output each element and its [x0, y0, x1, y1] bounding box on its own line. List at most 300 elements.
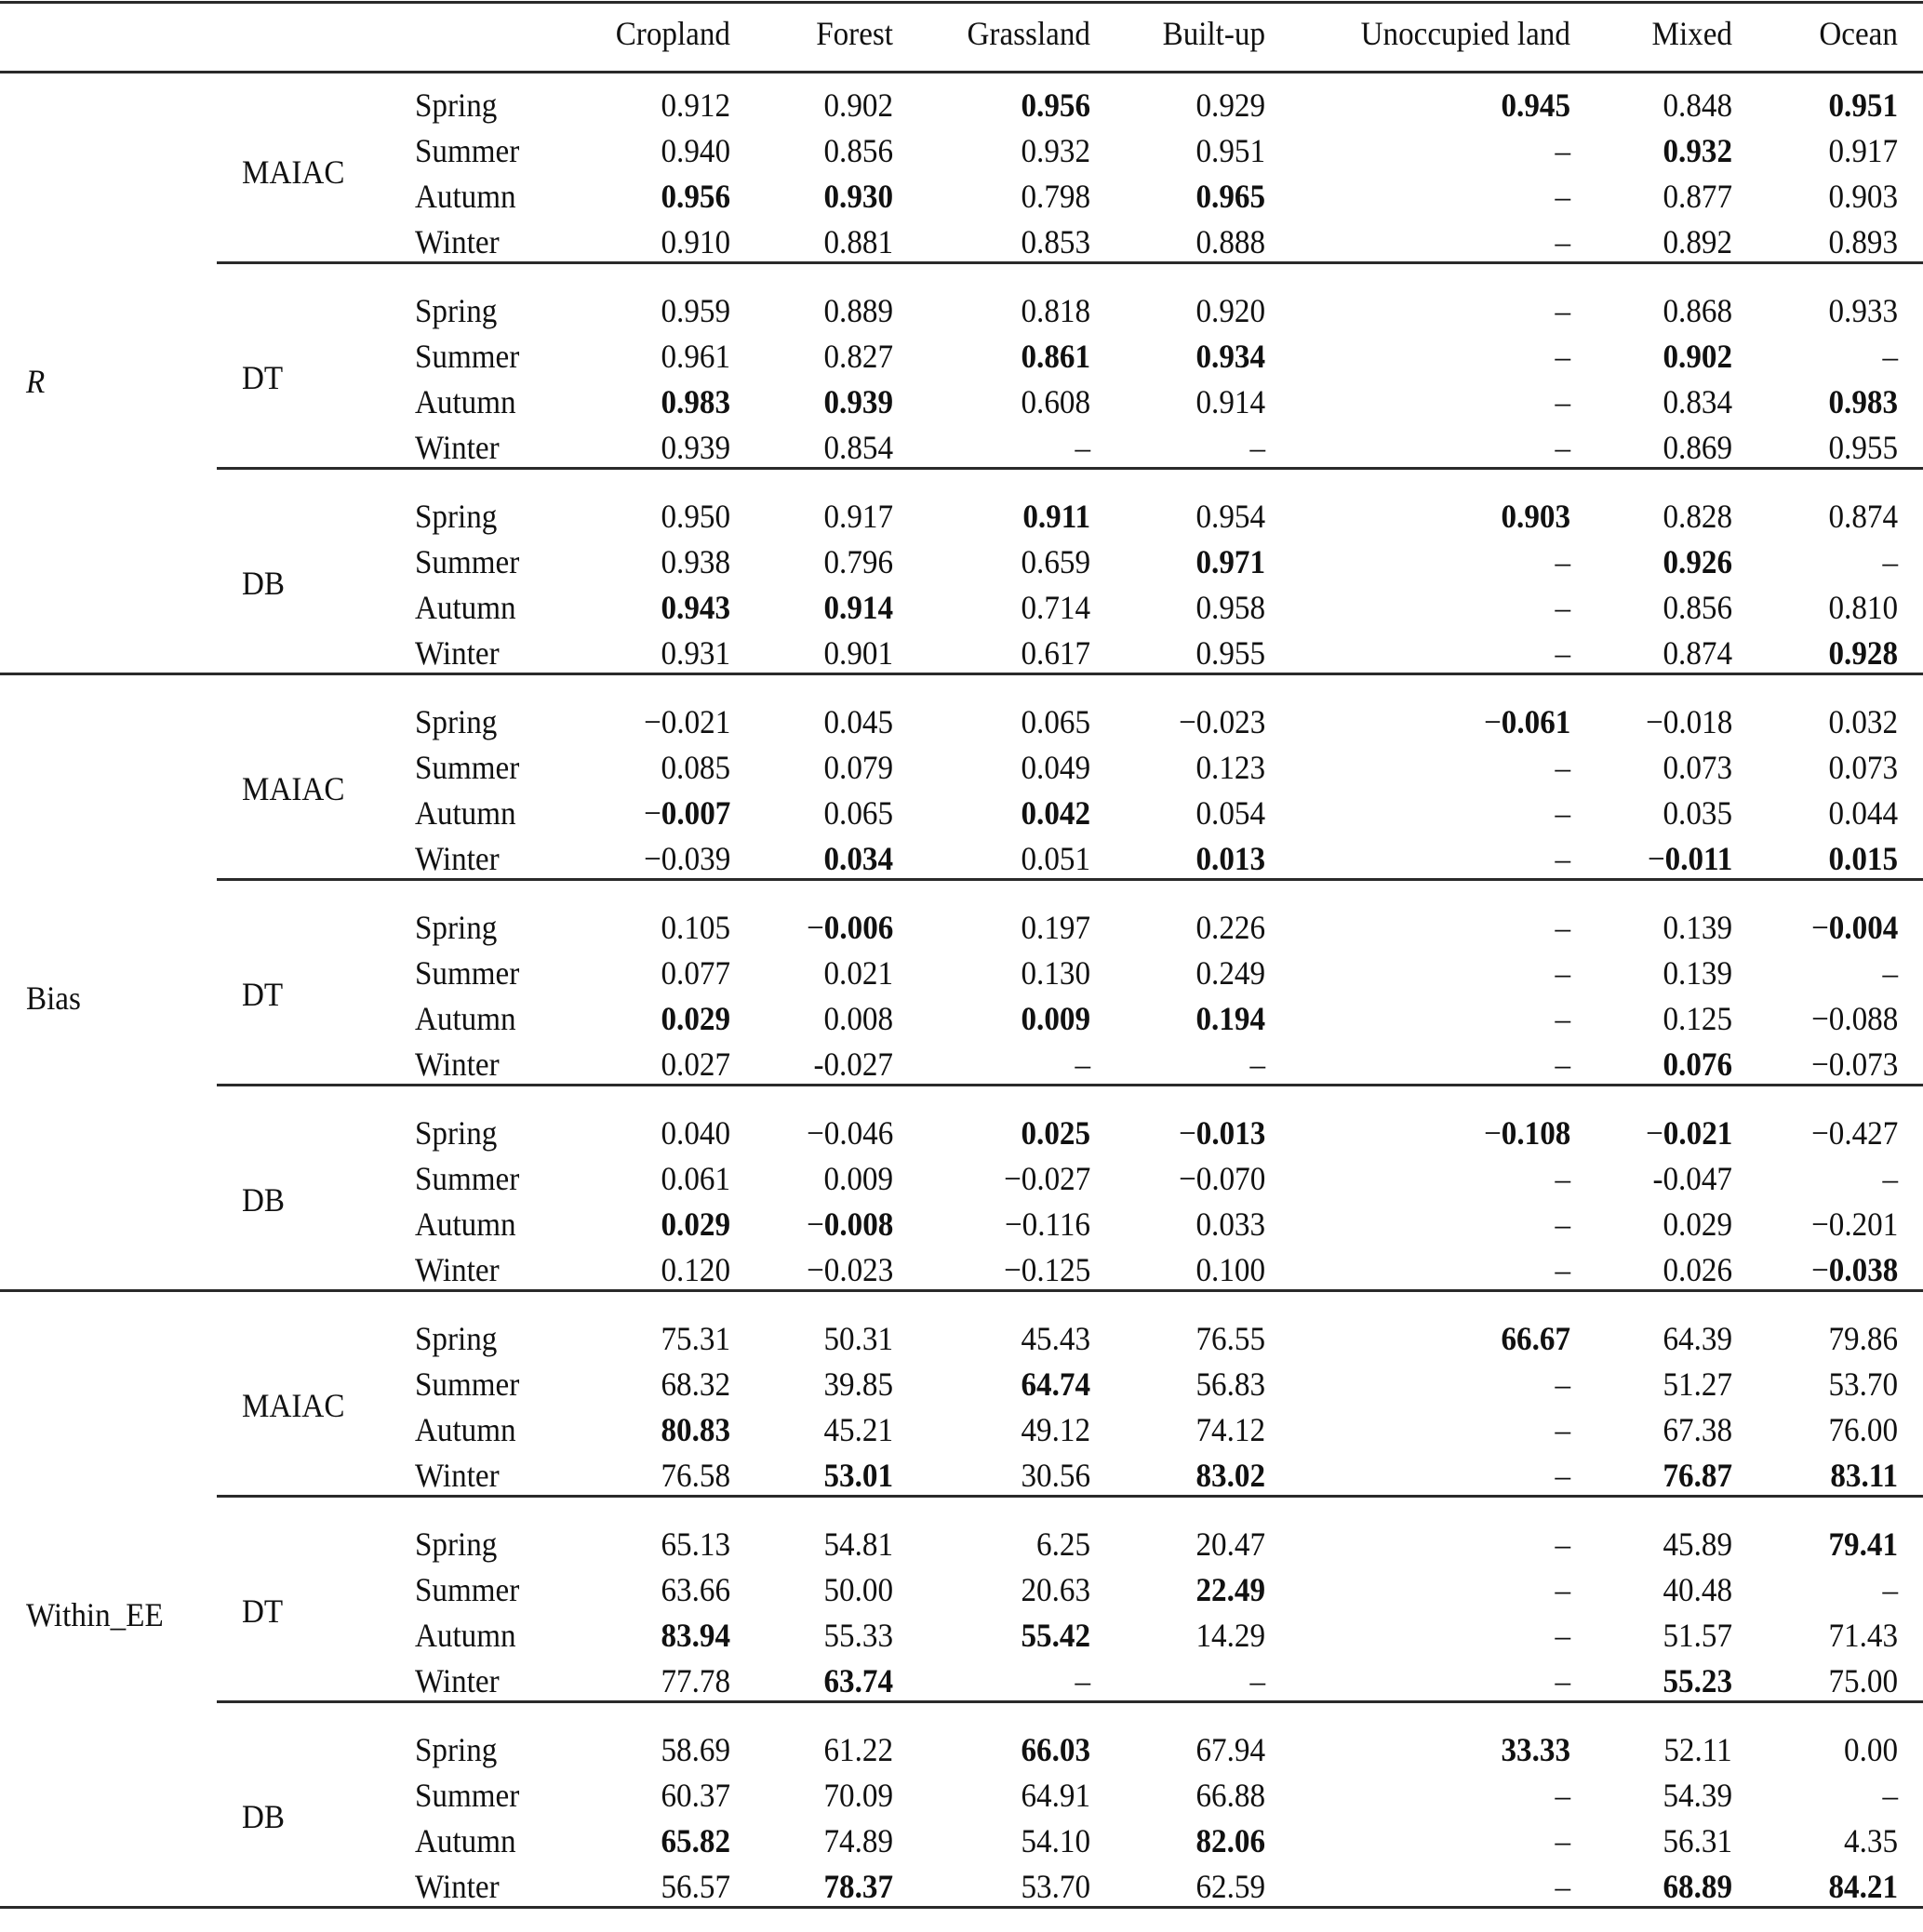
season-label: Summer [415, 132, 520, 169]
season-label: Spring [415, 909, 498, 946]
table-cell-cropland: 0.939 [661, 429, 730, 466]
table-cell-grassland [1021, 1731, 1090, 1768]
algorithm-label-dt: DT [242, 358, 284, 396]
column-header-built-up: Built-up [1162, 15, 1265, 52]
table-cell-forest: 70.09 [823, 1777, 893, 1814]
table-cell-mixed [1663, 1457, 1732, 1494]
table-cell-mixed: 52.11 [1663, 1731, 1732, 1768]
table-cell-built-up: 0.888 [1195, 223, 1265, 260]
bold-value: 66.67 [1501, 1320, 1570, 1357]
bold-value: 0.194 [1195, 1000, 1265, 1037]
table-cell-grassland: −0.125 [1003, 1251, 1090, 1288]
algorithm-label-dt: DT [242, 1592, 284, 1630]
bold-value: 0.004 [1828, 909, 1898, 946]
bold-value: 0.006 [823, 909, 893, 946]
algorithm-separator-rule [217, 1495, 1923, 1498]
table-cell-cropland: 0.040 [661, 1114, 730, 1152]
bold-value: 0.861 [1021, 338, 1090, 375]
table-cell-mixed: 64.39 [1663, 1320, 1732, 1357]
table-cell-grassland: – [1075, 1662, 1090, 1699]
table-cell-ocean: 0.073 [1828, 749, 1898, 786]
table-cell-grassland [1021, 1617, 1090, 1654]
table-cell-ocean [1828, 634, 1898, 672]
bold-value: 0.934 [1195, 338, 1265, 375]
season-label: Summer [415, 338, 520, 375]
table-cell-mixed: 54.39 [1663, 1777, 1732, 1814]
table-cell-forest: 61.22 [823, 1731, 893, 1768]
bold-value: 0.029 [661, 1000, 730, 1037]
algorithm-label-db: DB [242, 564, 286, 602]
table-cell-cropland: 0.077 [661, 954, 730, 992]
table-cell-built-up: 0.033 [1195, 1206, 1265, 1243]
table-cell-ocean: 0.903 [1828, 178, 1898, 215]
table-cell-grassland: 0.049 [1021, 749, 1090, 786]
season-label: Spring [415, 292, 498, 329]
table-cell-forest: 0.854 [823, 429, 893, 466]
table-cell-built-up: 0.226 [1195, 909, 1265, 946]
table-cell-forest: 0.902 [823, 87, 893, 124]
season-label: Autumn [415, 1411, 516, 1448]
table-cell-forest [807, 909, 893, 946]
table-cell-ocean [1828, 840, 1898, 877]
minus-sign: − [1647, 840, 1665, 877]
bold-value: 0.983 [661, 383, 730, 420]
table-cell-cropland: 0.085 [661, 749, 730, 786]
table-cell-grassland [1021, 1366, 1090, 1403]
table-cell-forest [823, 1662, 893, 1699]
bold-value: 0.038 [1828, 1251, 1898, 1288]
table-cell-built-up: 0.929 [1195, 87, 1265, 124]
table-cell-cropland: 77.78 [661, 1662, 730, 1699]
season-label: Winter [415, 1457, 500, 1494]
metric-label-r: R [26, 363, 46, 400]
season-label: Summer [415, 1160, 520, 1197]
table-cell-ocean [1830, 1457, 1898, 1494]
table-cell-cropland: 0.027 [661, 1046, 730, 1083]
bold-value: 22.49 [1195, 1571, 1265, 1608]
table-cell-ocean [1828, 1526, 1898, 1563]
table-cell-cropland: 0.912 [661, 87, 730, 124]
table-cell-mixed: 0.035 [1663, 794, 1732, 832]
table-cell-unoccupied-land: – [1555, 1617, 1570, 1654]
table-cell-ocean: – [1882, 338, 1898, 375]
algorithm-separator-rule [217, 467, 1923, 470]
table-cell-built-up [1195, 1000, 1265, 1037]
bold-value: 0.008 [823, 1206, 893, 1243]
table-cell-ocean [1828, 87, 1898, 124]
table-cell-cropland: 56.57 [661, 1868, 730, 1905]
bold-value: 68.89 [1663, 1868, 1732, 1905]
header-rule [0, 71, 1923, 73]
algorithm-label-maiac: MAIAC [242, 1386, 345, 1424]
table-cell-unoccupied-land: – [1555, 132, 1570, 169]
table-cell-unoccupied-land: – [1555, 1662, 1570, 1699]
table-cell-forest: 0.045 [823, 703, 893, 740]
table-cell-grassland [1021, 794, 1090, 832]
table-cell-mixed [1663, 1868, 1732, 1905]
table-cell-forest: 0.901 [823, 634, 893, 672]
table-cell-mixed: -0.047 [1652, 1160, 1732, 1197]
minus-sign: − [1483, 1114, 1502, 1152]
season-label: Summer [415, 1571, 520, 1608]
table-cell-built-up [1195, 543, 1265, 580]
table-cell-built-up: 0.951 [1195, 132, 1265, 169]
table-cell-built-up: 56.83 [1195, 1366, 1265, 1403]
table-cell-mixed: 0.139 [1663, 954, 1732, 992]
table-cell-mixed: 51.57 [1663, 1617, 1732, 1654]
table-cell-cropland [661, 1206, 730, 1243]
table-cell-grassland: 0.608 [1021, 383, 1090, 420]
table-cell-unoccupied-land: – [1555, 1822, 1570, 1859]
minus-sign: − [806, 909, 824, 946]
table-cell-grassland: 30.56 [1021, 1457, 1090, 1494]
table-cell-unoccupied-land: – [1555, 1366, 1570, 1403]
table-cell-unoccupied-land: – [1555, 1777, 1570, 1814]
table-cell-grassland: – [1075, 429, 1090, 466]
algorithm-separator-rule [217, 261, 1923, 264]
table-cell-grassland: −0.027 [1003, 1160, 1090, 1197]
table-cell-cropland: −0.021 [643, 703, 730, 740]
bold-value: 0.914 [823, 589, 893, 626]
table-cell-ocean: 0.955 [1828, 429, 1898, 466]
table-cell-forest [823, 589, 893, 626]
table-cell-unoccupied-land: – [1555, 1411, 1570, 1448]
table-cell-built-up: 74.12 [1195, 1411, 1265, 1448]
bold-value: 0.956 [661, 178, 730, 215]
bold-value: 84.21 [1828, 1868, 1898, 1905]
season-label: Spring [415, 498, 498, 535]
table-cell-grassland: 0.818 [1021, 292, 1090, 329]
table-cell-forest: 0.881 [823, 223, 893, 260]
table-cell-unoccupied-land: – [1555, 1000, 1570, 1037]
table-cell-ocean: 0.933 [1828, 292, 1898, 329]
algorithm-label-dt: DT [242, 975, 284, 1013]
table-cell-mixed: 0.029 [1663, 1206, 1732, 1243]
bold-value: 0.903 [1501, 498, 1570, 535]
table-cell-grassland: 0.798 [1021, 178, 1090, 215]
table-cell-built-up: 0.920 [1195, 292, 1265, 329]
table-cell-ocean: −0.201 [1810, 1206, 1898, 1243]
season-label: Winter [415, 223, 500, 260]
metric-separator-rule [0, 1289, 1923, 1292]
table-cell-built-up: – [1249, 1662, 1265, 1699]
table-cell-mixed: 0.073 [1663, 749, 1732, 786]
table-cell-mixed: 0.125 [1663, 1000, 1732, 1037]
table-cell-built-up: 0.100 [1195, 1251, 1265, 1288]
table-cell-mixed: 0.892 [1663, 223, 1732, 260]
table-cell-built-up: 0.054 [1195, 794, 1265, 832]
column-header-mixed: Mixed [1651, 15, 1732, 52]
season-label: Spring [415, 87, 498, 124]
table-cell-forest: 45.21 [823, 1411, 893, 1448]
table-cell-unoccupied-land: – [1555, 589, 1570, 626]
bold-value: 0.025 [1021, 1114, 1090, 1152]
table-cell-grassland: 49.12 [1021, 1411, 1090, 1448]
table-cell-unoccupied-land: – [1555, 543, 1570, 580]
table-cell-built-up [1195, 338, 1265, 375]
table-cell-unoccupied-land: – [1555, 1046, 1570, 1083]
table-cell-cropland: 63.66 [661, 1571, 730, 1608]
table-cell-mixed: 0.869 [1663, 429, 1732, 466]
bold-value: 0.076 [1663, 1046, 1732, 1083]
season-label: Spring [415, 1731, 498, 1768]
metric-label-bias: Bias [26, 979, 81, 1017]
table-cell-forest [823, 840, 893, 877]
table-cell-grassland: 54.10 [1021, 1822, 1090, 1859]
column-header-cropland: Cropland [615, 15, 730, 52]
bold-value: 0.021 [1663, 1114, 1732, 1152]
table-cell-forest [823, 1868, 893, 1905]
column-header-unoccupied-land: Unoccupied land [1360, 15, 1570, 52]
table-cell-built-up: – [1249, 429, 1265, 466]
table-cell-mixed [1663, 338, 1732, 375]
table-cell-forest [823, 383, 893, 420]
minus-sign: − [1178, 1114, 1196, 1152]
algorithm-label-db: DB [242, 1180, 286, 1219]
table-cell-unoccupied-land: – [1555, 178, 1570, 215]
season-label: Autumn [415, 1617, 516, 1654]
season-label: Summer [415, 749, 520, 786]
table-cell-mixed: 0.874 [1663, 634, 1732, 672]
table-cell-grassland: 0.065 [1021, 703, 1090, 740]
bold-value: 0.061 [1501, 703, 1570, 740]
minus-sign: − [1645, 1114, 1663, 1152]
table-cell-unoccupied-land: – [1555, 223, 1570, 260]
season-label: Summer [415, 1777, 520, 1814]
table-cell-mixed: 67.38 [1663, 1411, 1732, 1448]
table-cell-grassland: 45.43 [1021, 1320, 1090, 1357]
table-cell-forest: −0.023 [806, 1251, 893, 1288]
table-cell-forest: 0.889 [823, 292, 893, 329]
season-label: Summer [415, 954, 520, 992]
algorithm-separator-rule [217, 1084, 1923, 1086]
table-cell-unoccupied-land: – [1555, 1868, 1570, 1905]
table-cell-grassland: −0.116 [1005, 1206, 1090, 1243]
bold-value: 83.94 [661, 1617, 730, 1654]
table-cell-cropland: 0.959 [661, 292, 730, 329]
season-label: Autumn [415, 383, 516, 420]
bold-value: 0.013 [1195, 840, 1265, 877]
table-cell-ocean: 0.810 [1828, 589, 1898, 626]
season-label: Winter [415, 1046, 500, 1083]
table-cell-unoccupied-land: – [1555, 794, 1570, 832]
table-cell-ocean: – [1882, 1571, 1898, 1608]
metric-separator-rule [0, 1906, 1923, 1909]
bold-value: 0.007 [661, 794, 730, 832]
bold-value: 0.945 [1501, 87, 1570, 124]
bold-value: 64.74 [1021, 1366, 1090, 1403]
table-cell-mixed [1663, 1662, 1732, 1699]
table-cell-built-up [1195, 1822, 1265, 1859]
table-cell-built-up: −0.023 [1178, 703, 1265, 740]
table-cell-cropland: 0.910 [661, 223, 730, 260]
table-cell-forest: 54.81 [823, 1526, 893, 1563]
bold-value: 0.926 [1663, 543, 1732, 580]
table-cell-grassland: 0.853 [1021, 223, 1090, 260]
metric-label-within-ee: Within_EE [26, 1596, 164, 1633]
season-label: Spring [415, 1526, 498, 1563]
table-cell-built-up: 0.249 [1195, 954, 1265, 992]
table-cell-unoccupied-land [1501, 1731, 1570, 1768]
table-cell-forest: -0.027 [813, 1046, 893, 1083]
table-cell-mixed: 40.48 [1663, 1571, 1732, 1608]
table-cell-mixed: 0.848 [1663, 87, 1732, 124]
table-cell-ocean: −0.088 [1810, 1000, 1898, 1037]
table-cell-built-up [1195, 178, 1265, 215]
table-cell-built-up: 66.88 [1195, 1777, 1265, 1814]
table-cell-unoccupied-land: – [1555, 383, 1570, 420]
bold-value: 0.939 [823, 383, 893, 420]
table-cell-unoccupied-land [1501, 87, 1570, 124]
table-cell-grassland: 0.932 [1021, 132, 1090, 169]
bold-value: 0.943 [661, 589, 730, 626]
bold-value: 55.23 [1663, 1662, 1732, 1699]
bold-value: 0.011 [1664, 840, 1732, 877]
table-cell-built-up: 76.55 [1195, 1320, 1265, 1357]
bold-value: 0.029 [661, 1206, 730, 1243]
table-cell-ocean: 0.893 [1828, 223, 1898, 260]
table-cell-forest: 0.009 [823, 1160, 893, 1197]
table-cell-forest [823, 178, 893, 215]
table-cell-mixed: 0.856 [1663, 589, 1732, 626]
bold-value: 78.37 [823, 1868, 893, 1905]
table-cell-unoccupied-land: – [1555, 429, 1570, 466]
bold-value: 0.013 [1195, 1114, 1265, 1152]
bold-value: 83.11 [1830, 1457, 1898, 1494]
table-cell-cropland: 0.950 [661, 498, 730, 535]
bold-value: 0.965 [1195, 178, 1265, 215]
table-cell-grassland: 0.714 [1021, 589, 1090, 626]
algorithm-separator-rule [217, 878, 1923, 881]
table-cell-cropland: 0.961 [661, 338, 730, 375]
table-cell-ocean: – [1882, 1160, 1898, 1197]
table-cell-grassland: 6.25 [1036, 1526, 1090, 1563]
table-cell-mixed: −0.018 [1645, 703, 1732, 740]
table-cell-grassland [1021, 87, 1090, 124]
table-cell-unoccupied-land: – [1555, 1160, 1570, 1197]
bold-value: 76.87 [1663, 1457, 1732, 1494]
season-label: Summer [415, 543, 520, 580]
table-cell-cropland: 0.120 [661, 1251, 730, 1288]
bold-value: 63.74 [823, 1662, 893, 1699]
table-cell-cropland: 0.931 [661, 634, 730, 672]
table-cell-mixed: 56.31 [1663, 1822, 1732, 1859]
table-cell-unoccupied-land [1484, 1114, 1570, 1152]
table-cell-cropland [661, 1822, 730, 1859]
table-cell-grassland [1021, 1114, 1090, 1152]
table-cell-grassland: 0.659 [1021, 543, 1090, 580]
algorithm-label-db: DB [242, 1797, 286, 1835]
season-label: Autumn [415, 794, 516, 832]
table-cell-cropland: 65.13 [661, 1526, 730, 1563]
table-cell-unoccupied-land: – [1555, 840, 1570, 877]
table-cell-cropland [661, 178, 730, 215]
table-cell-ocean: 0.00 [1844, 1731, 1898, 1768]
table-cell-ocean [1811, 1251, 1898, 1288]
table-cell-unoccupied-land: – [1555, 749, 1570, 786]
table-cell-cropland: 76.58 [661, 1457, 730, 1494]
table-cell-mixed: 45.89 [1663, 1526, 1732, 1563]
bold-value: 0.015 [1828, 840, 1898, 877]
table-cell-mixed [1646, 1114, 1732, 1152]
algorithm-separator-rule [217, 1700, 1923, 1703]
season-label: Winter [415, 1662, 500, 1699]
season-label: Autumn [415, 178, 516, 215]
table-cell-forest: −0.046 [806, 1114, 893, 1152]
table-cell-built-up [1179, 1114, 1265, 1152]
column-header-ocean: Ocean [1819, 15, 1898, 52]
bold-value: 0.956 [1021, 87, 1090, 124]
column-header-grassland: Grassland [967, 15, 1090, 52]
table-cell-built-up: – [1249, 1046, 1265, 1083]
table-cell-mixed: 51.27 [1663, 1366, 1732, 1403]
table-cell-mixed [1663, 543, 1732, 580]
table-cell-ocean [1828, 1868, 1898, 1905]
table-cell-cropland [661, 1000, 730, 1037]
table-cell-cropland: 75.31 [661, 1320, 730, 1357]
table-cell-unoccupied-land: – [1555, 909, 1570, 946]
bold-value: 0.951 [1828, 87, 1898, 124]
table-cell-mixed: 0.026 [1663, 1251, 1732, 1288]
table-cell-ocean: 0.917 [1828, 132, 1898, 169]
table-cell-grassland [1021, 338, 1090, 375]
table-cell-built-up [1195, 1457, 1265, 1494]
table-cell-ocean: – [1882, 954, 1898, 992]
table-cell-cropland [661, 589, 730, 626]
table-cell-built-up [1195, 840, 1265, 877]
bold-value: 83.02 [1195, 1457, 1265, 1494]
season-label: Spring [415, 1114, 498, 1152]
minus-sign: − [1810, 1251, 1829, 1288]
bold-value: 0.930 [823, 178, 893, 215]
bold-value: 0.042 [1021, 794, 1090, 832]
table-cell-forest: 0.065 [823, 794, 893, 832]
table-cell-cropland: 0.105 [661, 909, 730, 946]
bold-value: 82.06 [1195, 1822, 1265, 1859]
table-cell-forest: 50.00 [823, 1571, 893, 1608]
table-cell-mixed [1663, 132, 1732, 169]
table-cell-grassland: 0.130 [1021, 954, 1090, 992]
bold-value: 55.42 [1021, 1617, 1090, 1654]
table-cell-unoccupied-land: – [1555, 634, 1570, 672]
table-cell-unoccupied-land [1501, 498, 1570, 535]
table-cell-ocean: 79.86 [1828, 1320, 1898, 1357]
table-cell-cropland [644, 794, 730, 832]
table-cell-ocean: – [1882, 543, 1898, 580]
bold-value: 0.928 [1828, 634, 1898, 672]
table-cell-cropland: 60.37 [661, 1777, 730, 1814]
table-cell-unoccupied-land [1484, 703, 1570, 740]
table-cell-unoccupied-land: – [1555, 338, 1570, 375]
table-cell-mixed: 0.828 [1663, 498, 1732, 535]
table-cell-built-up: 20.47 [1195, 1526, 1265, 1563]
table-cell-ocean: – [1882, 1777, 1898, 1814]
table-cell-grassland: 53.70 [1021, 1868, 1090, 1905]
season-label: Winter [415, 1868, 500, 1905]
table-cell-ocean: 53.70 [1828, 1366, 1898, 1403]
table-cell-unoccupied-land: – [1555, 1526, 1570, 1563]
season-label: Spring [415, 703, 498, 740]
table-cell-grassland [1021, 1000, 1090, 1037]
table-cell-built-up: 0.954 [1195, 498, 1265, 535]
metric-separator-rule [0, 673, 1923, 675]
season-label: Autumn [415, 1206, 516, 1243]
season-label: Winter [415, 1251, 500, 1288]
table-cell-cropland [661, 383, 730, 420]
bold-value: 0.009 [1021, 1000, 1090, 1037]
bold-value: 33.33 [1501, 1731, 1570, 1768]
table-cell-forest: 0.008 [823, 1000, 893, 1037]
